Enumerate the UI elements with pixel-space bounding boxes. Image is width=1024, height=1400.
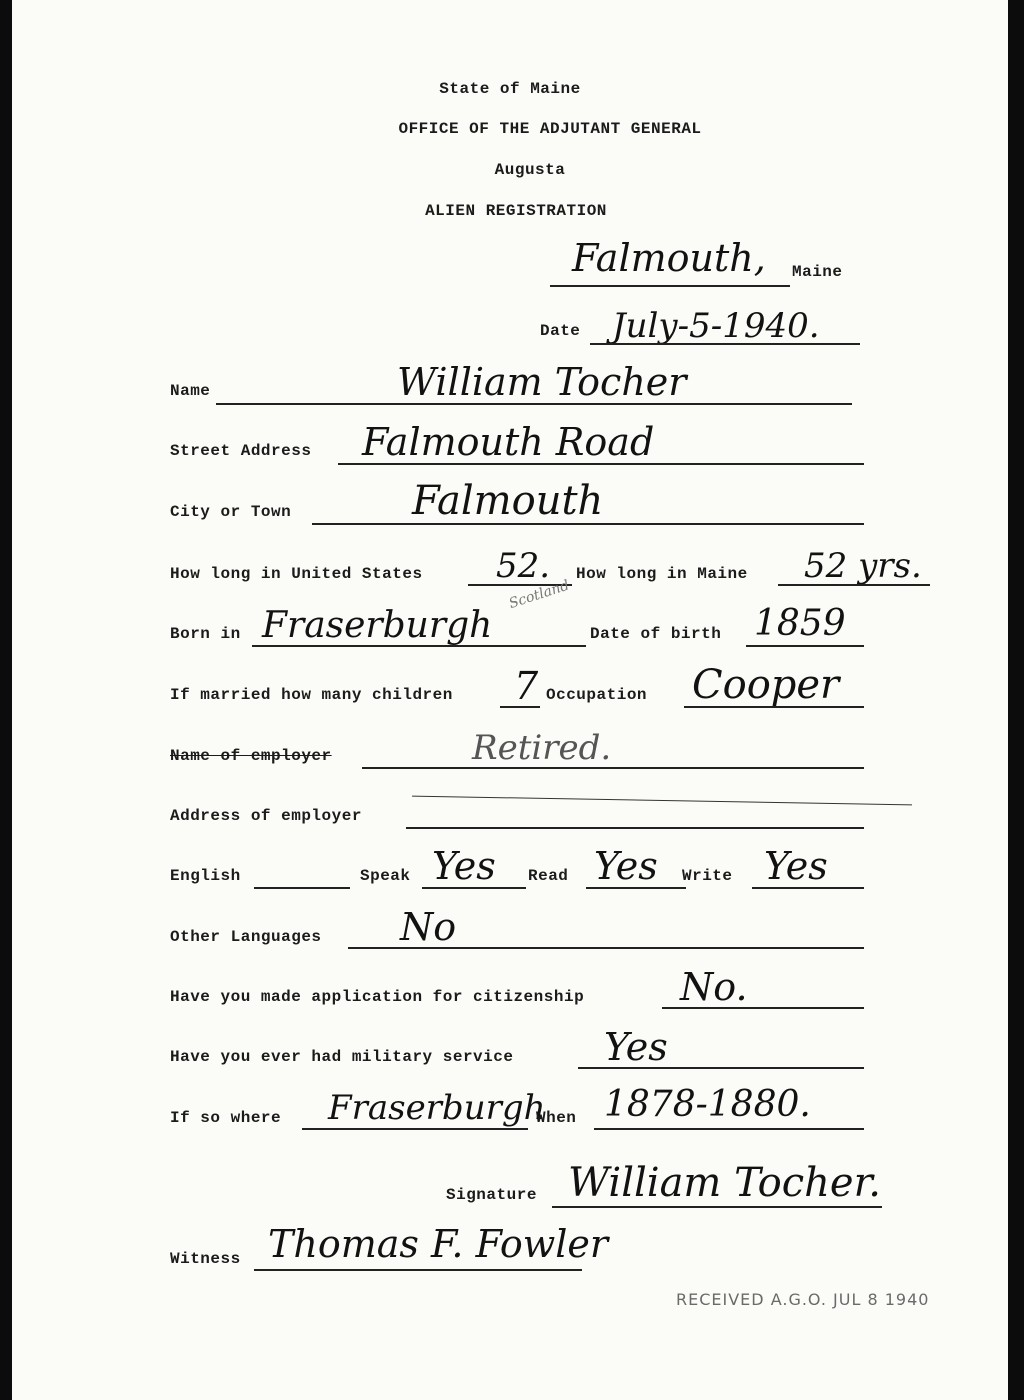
read-label: Read — [528, 867, 569, 885]
born-value: Fraserburgh — [262, 605, 493, 646]
born-line — [252, 645, 586, 647]
where-line — [302, 1128, 528, 1130]
header-city: Augusta — [494, 161, 566, 179]
street-label: Street Address — [170, 442, 312, 460]
occupation-value: Cooper — [692, 662, 840, 708]
city-line — [312, 523, 864, 525]
us-value: 52. — [496, 546, 551, 586]
children-label: If married how many children — [170, 686, 453, 704]
received-stamp: RECEIVED A.G.O. JUL 8 1940 — [676, 1290, 930, 1309]
date-value: July-5-1940. — [612, 306, 820, 346]
write-label: Write — [682, 867, 733, 885]
speak-value: Yes — [432, 844, 496, 888]
signature-value: William Tocher. — [568, 1160, 882, 1206]
read-value: Yes — [594, 844, 658, 888]
read-line — [586, 887, 686, 889]
name-line — [216, 403, 852, 405]
employer-address-line — [406, 827, 864, 829]
employer-address-label: Address of employer — [170, 807, 362, 825]
date-label: Date — [540, 322, 581, 340]
english-label: English — [170, 867, 241, 885]
street-value: Falmouth Road — [362, 420, 655, 464]
military-value: Yes — [604, 1025, 668, 1069]
city-value: Falmouth — [412, 478, 604, 524]
citizenship-line — [662, 1007, 864, 1009]
born-note: Scotland — [507, 577, 572, 612]
when-line — [594, 1128, 864, 1130]
english-line — [254, 887, 350, 889]
name-label: Name — [170, 382, 211, 400]
employer-line — [362, 767, 864, 769]
header-state: State of Maine — [439, 80, 581, 98]
city-label: City or Town — [170, 503, 292, 521]
employer-address-cancel-mark — [412, 796, 912, 806]
maine-value: 52 yrs. — [804, 546, 922, 586]
speak-line — [422, 887, 526, 889]
name-value: William Tocher — [397, 360, 687, 404]
where-value: Fraserburgh — [328, 1088, 546, 1128]
dob-value: 1859 — [754, 603, 846, 644]
military-label: Have you ever had military service — [170, 1048, 514, 1066]
signature-line — [552, 1206, 882, 1208]
occupation-line — [684, 706, 864, 708]
header-office: OFFICE OF THE ADJUTANT GENERAL — [398, 120, 702, 138]
witness-value: Thomas F. Fowler — [268, 1222, 609, 1266]
witness-line — [254, 1269, 582, 1271]
maine-line — [778, 584, 930, 586]
us-label: How long in United States — [170, 565, 423, 583]
other-languages-line — [348, 947, 864, 949]
place-suffix: Maine — [792, 263, 843, 281]
other-languages-label: Other Languages — [170, 928, 322, 946]
witness-label: Witness — [170, 1250, 241, 1268]
place-line — [550, 285, 790, 287]
header-title: ALIEN REGISTRATION — [425, 202, 607, 220]
date-line — [590, 343, 860, 345]
military-line — [578, 1067, 864, 1069]
street-line — [338, 463, 864, 465]
other-languages-value: No — [400, 905, 457, 949]
dob-line — [746, 645, 864, 647]
born-label: Born in — [170, 625, 241, 643]
citizenship-value: No. — [680, 965, 748, 1009]
employer-value: Retired. — [472, 728, 612, 768]
children-line — [500, 706, 540, 708]
registration-form — [12, 0, 1008, 1400]
write-line — [752, 887, 864, 889]
occupation-label: Occupation — [546, 686, 648, 704]
children-value: 7 — [514, 664, 539, 708]
place-value: Falmouth, — [572, 236, 766, 280]
dob-label: Date of birth — [590, 625, 722, 643]
employer-label: Name of employer — [170, 747, 332, 765]
when-value: 1878-1880. — [604, 1084, 811, 1125]
where-label: If so where — [170, 1109, 282, 1127]
write-value: Yes — [764, 844, 828, 888]
signature-label: Signature — [446, 1186, 537, 1204]
when-label: When — [536, 1109, 577, 1127]
maine-label: How long in Maine — [576, 565, 748, 583]
speak-label: Speak — [360, 867, 411, 885]
citizenship-label: Have you made application for citizenship — [170, 988, 585, 1006]
